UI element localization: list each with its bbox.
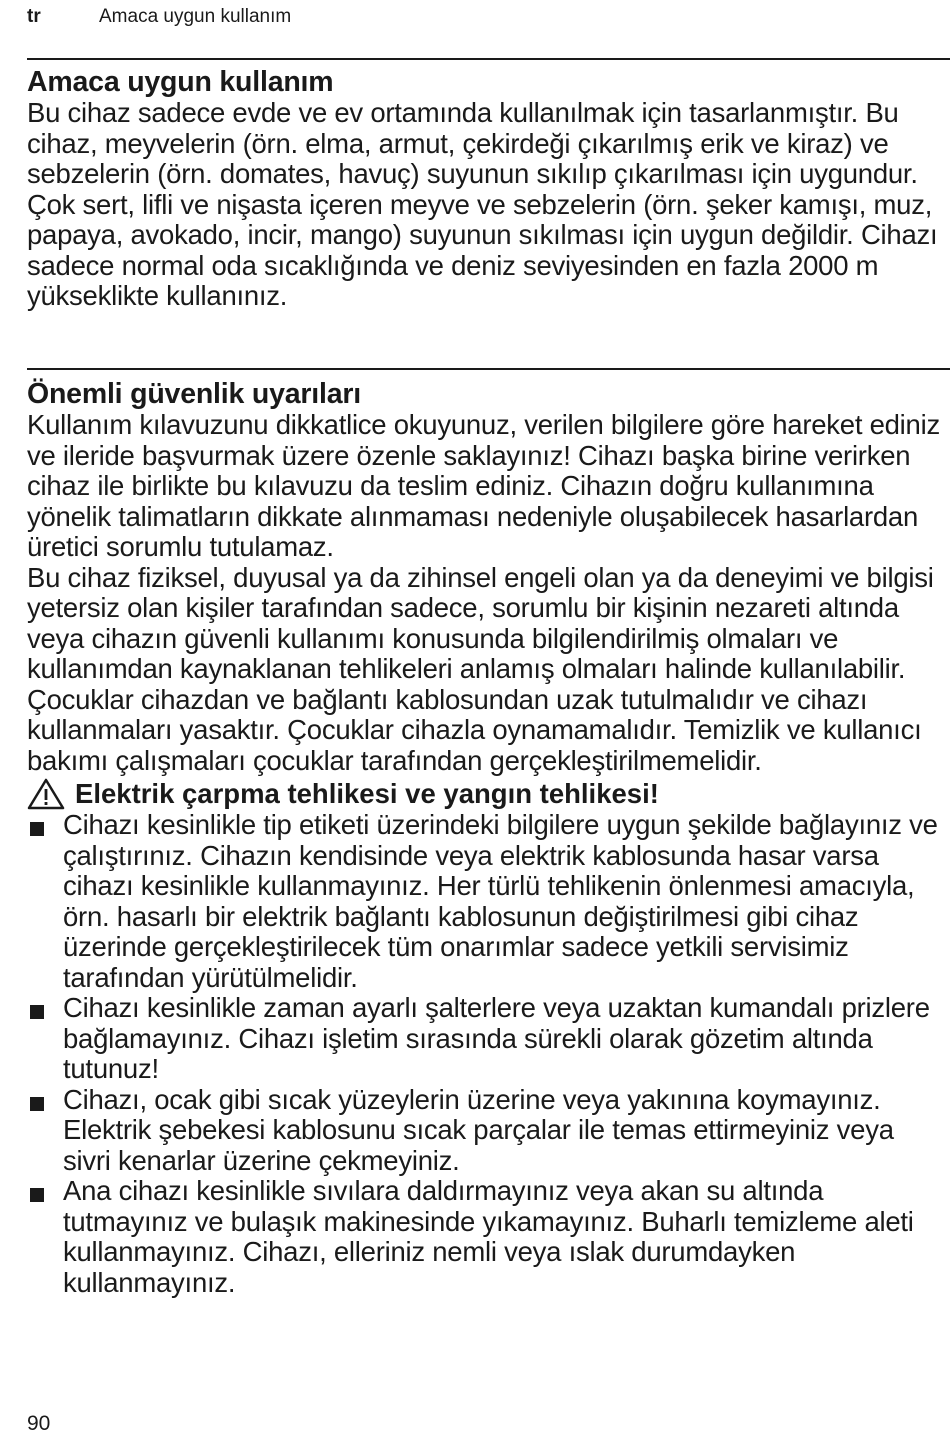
list-item [27, 993, 948, 1085]
section-text: Bu cihaz sadece evde ve ev ortamında kullanılmak için tasarlanmıştır. Bu cihaz, meyvelerin (örn. elma, armut, çekirdeği çıkarılmış erik ve kiraz) ve sebzelerin (örn. domates, havuç) suyunun sıkılıp çıkarılması için uygundur. Çok sert, lifli ve nişasta içeren meyve ve sebzelerin (örn. şeker kamışı, muz, papaya, avokado, incir, mango) suyunun sıkılması için uygun değildir. Cihazı sadece normal oda sıcaklığında ve deniz seviyesinden en fazla 2000 m yükseklikte kullanınız. [27, 97, 938, 311]
warning-triangle-icon [27, 778, 65, 810]
language-code: tr [27, 6, 41, 27]
bullet-square-icon [30, 822, 44, 836]
list-item [27, 1085, 948, 1177]
bullet-square-icon [30, 1097, 44, 1111]
warning-heading [27, 778, 948, 810]
divider [27, 58, 950, 60]
warning-title: Elektrik çarpma tehlikesi ve yangın tehlikesi! [75, 778, 659, 809]
list-item-text: Cihazı kesinlikle zaman ayarlı şalterlere veya uzaktan kumandalı prizlere bağlamayınız. Cihazı işletim sırasında sürekli olarak gözetim altında tutunuz! [63, 992, 930, 1084]
running-header [27, 6, 291, 28]
section-safety [27, 378, 948, 1298]
safety-paragraph-2: Bu cihaz fiziksel, duyusal ya da zihinsel engeli olan ya da deneyimi ve bilgisi yetersiz olan kişiler tarafından sadece, sorumlu bir kişinin nezareti altında veya cihazın güvenli kullanımı konusunda bilgilendirilmiş olmaları ve kullanımdan kaynaklanan tehlikeleri anlamış olmaları halinde kullanılabilir. Çocuklar cihazdan ve bağlantı kablosundan uzak tutulmalıdır ve cihazı kullanmaları yasaktır. Çocuklar cihazla oynamamalıdır. Temizlik ve kullanıcı bakımı çalışmaları çocuklar tarafından gerçekleştirilmemelidir. [27, 561, 934, 776]
section-intended-use [27, 66, 948, 312]
list-item-text: Cihazı, ocak gibi sıcak yüzeylerin üzerine veya yakınına koymayınız. Elektrik şebekesi kablosunu sıcak parçalar ile temas ettirmeyiniz veya sivri kenarlar üzerine çekmeyiniz. [63, 1083, 894, 1176]
bullet-square-icon [30, 1188, 44, 1202]
list-item-text: Cihazı kesinlikle tip etiketi üzerindeki bilgilere uygun şekilde bağlayınız ve çalıştırınız. Cihazın kendisinde veya elektrik kablosunda hasar varsa cihazı kesinlikle kullanmayınız. Her türlü tehlikenin önlenmesi amacıyla, örn. hasarlı bir elektrik bağlantı kablosunun değiştirilmesi gibi cihaz üzerinde gerçekleştirilecek tüm onarımlar sadece yetkili servisimiz tarafından yürütülmelidir. [63, 809, 938, 993]
safety-paragraph-1: Kullanım kılavuzunu dikkatlice okuyunuz, verilen bilgilere göre hareket ediniz ve ileride başvurmak üzere özenle saklayınız! Cihazı başka birine verirken cihaz ile birlikte bu kılavuzu da teslim ediniz. Cihazın doğru kullanımına yönelik talimatların dikkate alınmaması nedeniyle oluşabilecek hasarlardan üretici sorumlu tutulamaz. [27, 409, 940, 562]
page-number: 90 [27, 1412, 51, 1435]
warning-list [27, 810, 948, 1298]
section-title: Amaca uygun kullanım [27, 66, 334, 98]
list-item-text: Ana cihazı kesinlikle sıvılara daldırmayınız veya akan su altında tutmayınız ve bulaşık makinesinde yıkamayınız. Buharlı temizleme aleti kullanmayınız. Cihazı, elleriniz nemli veya ıslak durumdayken kullanmayınız. [63, 1175, 914, 1298]
divider [27, 368, 950, 370]
running-title: Amaca uygun kullanım [99, 6, 292, 27]
list-item [27, 810, 948, 993]
section-title: Önemli güvenlik uyarıları [27, 378, 361, 410]
list-item [27, 1176, 948, 1298]
bullet-square-icon [30, 1005, 44, 1019]
